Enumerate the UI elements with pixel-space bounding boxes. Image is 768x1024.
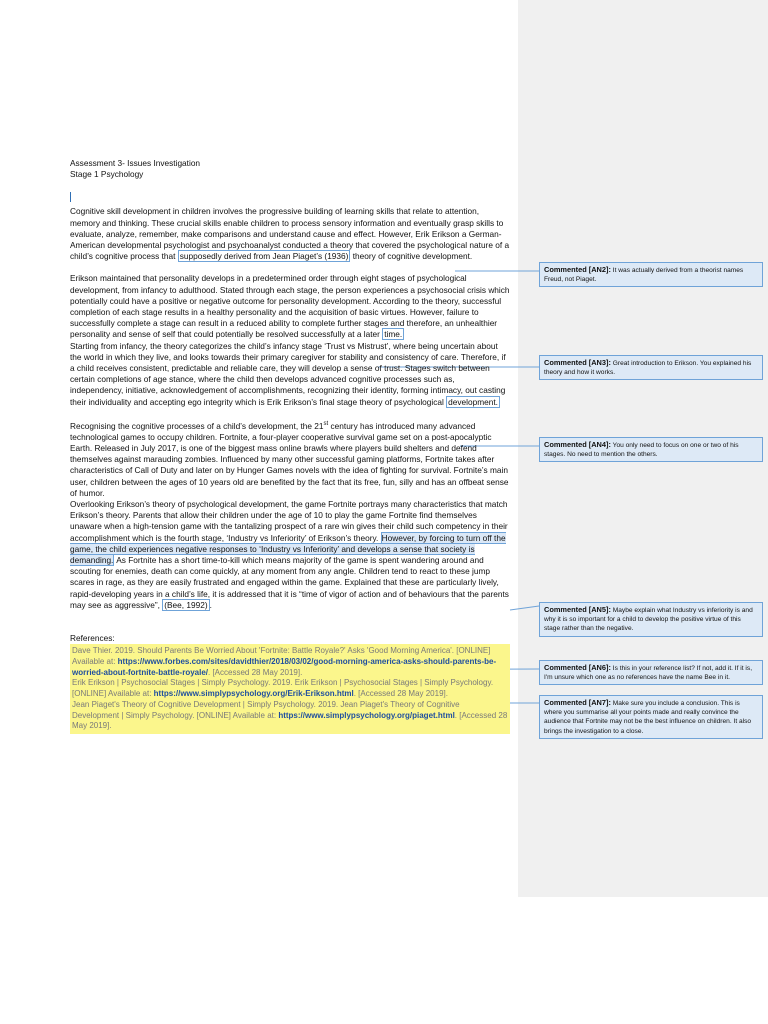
paragraph-text: . [209,599,212,610]
reference-item [72,678,508,699]
reference-text: . [Accessed 28 May 2019]. [72,710,508,731]
paragraph-text: Starting from infancy, the theory categorizes the child’s infancy stage ‘Trust vs Mistrust’, where being uncertain about the world in which they live, and looks towards their primary caregiver for stability and consistency of care. Therefore, if a child receives consistent, predictable and reliable care, they will develop a sense of trust. Stages switch between certain completions of age stance, where the child then develops advanced cognitive processes such as, independency, initiative, acknowledgement of accomplishments, recognizing their identity, forming intimacy, out casting their individuality and accepting ego integrity which is Erik Erikson’s final stage theory of psychological [70,340,506,407]
paragraph-4 [70,419,510,499]
paragraph-text: Erikson maintained that personality develops in a predetermined order through eight stages of psychological development, from infancy to adulthood. Stated through each stage, the person experiences a psychosocial crisis which potentially could have a positive or negative outcome for personality development. According to the theory, successful completion of each stage results in a healthy personality and the acquisition of basic virtues. However, failure to successfully complete a stage can result in a reduced ability to complete further stages and therefore, an unhealthier personality and sense of self that could potentially be resolved successfully at a later [70,273,510,340]
comment-an6[interactable] [539,660,763,685]
paragraph-text: theory of cognitive development. [350,251,473,262]
commented-text-an3[interactable]: time. [384,329,403,340]
document-body[interactable] [70,158,510,734]
reference-text: Jean Piaget's Theory of Cognitive Development | Simply Psychology. 2019. Jean Piaget's Theory of Cognitive Development | Simply Psychology. [ONLINE] Available at: [72,699,460,720]
reference-text: Erik Erikson | Psychosocial Stages | Simply Psychology. 2019. Erik Erikson | Psychosocial Stages | Simply Psychology. [ONLINE] Available at: [72,678,494,699]
paragraph-3 [70,341,510,408]
commented-text-an5[interactable]: However, by forcing to turn off the game, the child experiences negative responses to ‘Industry vs Inferiority’ and develops a sense that society is demanding. [70,532,506,566]
paragraph-1 [70,206,510,262]
reference-item [72,646,508,678]
paragraph-2 [70,273,510,340]
comment-label: Commented [AN3]: [544,358,611,367]
comment-text: Great introduction to Erikson. You explained his theory and how it works. [544,360,752,377]
references-heading: References: [70,633,115,644]
comment-label: Commented [AN4]: [544,440,611,449]
commented-text-an2[interactable]: supposedly derived from Jean Piaget’s (1936) [179,251,349,262]
paragraph-text: Cognitive skill development in children involves the progressive building of learning skills that relate to attention, memory and thinking. These crucial skills enable children to process sensory information and eventually grasp skills to evaluate, analyze, remember, make comparisons and understand cause and effect. However, Erik Erikson a German-American developmental psychologist and psychoanalyst conducted a theory that covered the psychological nature of a child’s cognitive process that [70,206,510,262]
comment-label: Commented [AN6]: [544,663,611,672]
paragraph-text: century has introduced many advanced technological games to occupy children. Fortnite, a four-player cooperative survival game set on a post-apocalyptic Earth. Released in July 2017, is one of the biggest mass online brawls where players build shelters and defend themselves against marauding zombies. Influenced by many other successful gaming platforms, Fortnite takes after characteristics of Call of Duty and later on by Hunger Games novels with the idea of fighting for survival. Fortnite’s main user, children between the ages of 10 years old are benefited by the fact that its free, fun, silly and has an offbeat sense of humor. [70,420,509,498]
superscript: st [323,420,329,427]
commented-text-an6[interactable]: (Bee, 1992) [164,599,208,610]
reference-link[interactable]: https://www.simplypsychology.org/Erik-Erikson.html [153,689,354,699]
reference-text: . [Accessed 28 May 2019]. [208,667,303,677]
document-subtitle: Stage 1 Psychology [70,169,144,180]
comment-text: Is this in your reference list? If not, add it. If it is, I'm unsure which one as no references have the name Bee in it. [544,665,753,682]
comment-text: Maybe explain what Industry vs inferiority is and why it is so important for a child to develop the positive virtue of this stage rather than the negative. [544,607,753,633]
comment-an4[interactable] [539,437,763,462]
references-list [70,644,510,734]
document-title: Assessment 3- Issues Investigation [70,158,201,168]
reference-text: Dave Thier. 2019. Should Parents Be Worried About 'Fortnite: Battle Royale?' Asks 'Good Morning America'. [ONLINE] Available at: [72,646,491,666]
reference-item [72,700,508,732]
comment-text: You only need to focus on one or two of his stages. No need to mention the others. [544,442,739,459]
comment-label: Commented [AN2]: [544,265,611,274]
comment-an2[interactable] [539,262,763,287]
paragraph-text: As Fortnite has a short time-to-kill which means majority of the game is spent wandering around and scouting for enemies, death can come quickly, at any moment from any angle. Children tend to react to these jump scares in rage, as they are easily frustrated and engaged within the game. Explained that these are particularly lively, rapid-developing years in a child’s life, it is addressed that it is “time of vigor of action and of behaviours that the parents may see as aggressive”, [70,555,509,610]
reference-text: . [Accessed 28 May 2019]. [353,689,448,699]
commented-text-an4[interactable]: development. [448,396,498,407]
paragraph-5 [70,499,510,611]
comment-an5[interactable] [539,602,763,637]
comment-an3[interactable] [539,355,763,380]
comment-an7[interactable] [539,695,763,739]
paragraph-text: Overlooking Erikson’s theory of psychological development, the game Fortnite portrays many characteristics that match Erikson’s theory. Parents that allow their children under the age of 10 to play the game Fortnite find themselves unaware when a high-tension game with the tantalizing prospect of a rare win gives their child such competency in their accomplishment which is the fourth stage, ‘Industry vs Inferiority’ of Erikson’s theory. [70,499,508,543]
comment-label: Commented [AN5]: [544,605,611,614]
reference-link[interactable]: https://www.simplypsychology.org/piaget.html [278,710,455,720]
comment-text: It was actually derived from a theorist names Freud, not Piaget. [544,267,744,284]
reference-link[interactable]: https://www.forbes.com/sites/davidthier/2018/03/02/good-morning-america-asks-should-parents-be-worried-about-fortnite-battle-royale/ [72,656,497,677]
paragraph-text: Recognising the cognitive processes of a child’s development, the 21 [70,420,324,431]
comment-label: Commented [AN7]: [544,698,611,707]
comment-text: Make sure you include a conclusion. This is where you summarise all your points made and really convince the audience that Fortnite may not be the best influence on children. It also brings the investigation to a close. [544,700,752,735]
